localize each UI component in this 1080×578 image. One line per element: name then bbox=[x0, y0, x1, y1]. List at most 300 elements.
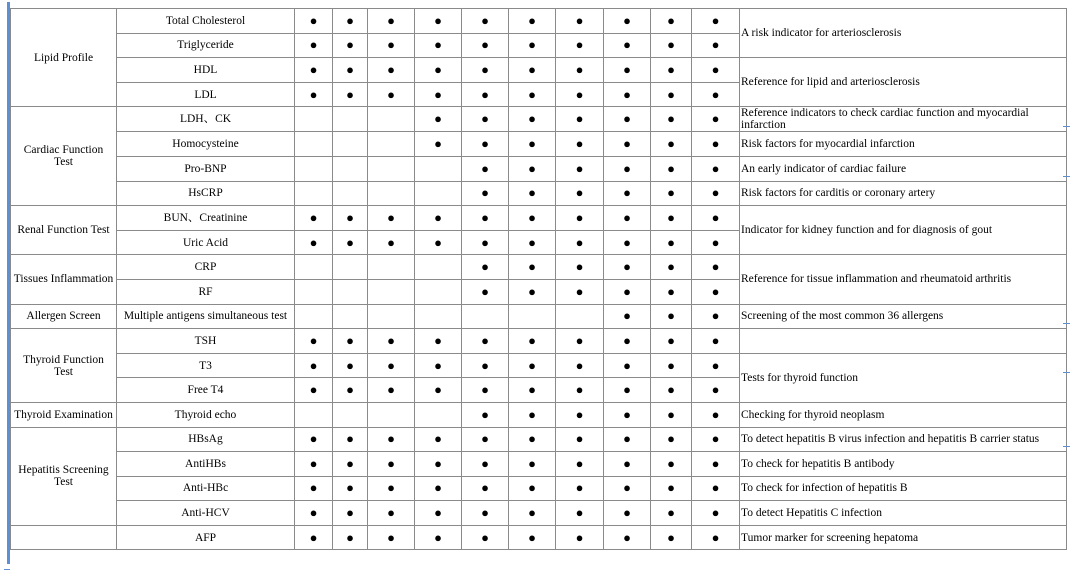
package-cell bbox=[692, 452, 740, 477]
included-dot-icon: ● bbox=[528, 61, 536, 77]
description-cell bbox=[740, 329, 1067, 354]
package-cell bbox=[295, 353, 333, 378]
package-cell bbox=[509, 33, 556, 58]
included-dot-icon: ● bbox=[481, 357, 489, 373]
package-cell bbox=[556, 107, 604, 132]
included-dot-icon: ● bbox=[667, 480, 675, 496]
package-cell bbox=[651, 132, 692, 157]
package-cell bbox=[509, 279, 556, 304]
package-cell bbox=[651, 525, 692, 550]
included-dot-icon: ● bbox=[528, 529, 536, 545]
included-dot-icon: ● bbox=[309, 357, 318, 373]
package-cell bbox=[556, 9, 604, 34]
package-cell bbox=[651, 156, 692, 181]
included-dot-icon: ● bbox=[434, 332, 442, 348]
package-cell bbox=[295, 427, 333, 452]
test-name-cell: AntiHBs bbox=[117, 452, 295, 477]
included-dot-icon: ● bbox=[528, 332, 536, 348]
included-dot-icon: ● bbox=[575, 455, 584, 471]
package-cell bbox=[368, 107, 415, 132]
package-cell bbox=[556, 132, 604, 157]
package-cell bbox=[604, 501, 651, 526]
category-cell: Allergen Screen bbox=[11, 304, 117, 329]
package-cell bbox=[692, 33, 740, 58]
package-cell bbox=[462, 33, 509, 58]
included-dot-icon: ● bbox=[528, 259, 536, 275]
category-cell: Tissues Inflammation bbox=[11, 255, 117, 304]
package-cell bbox=[295, 501, 333, 526]
included-dot-icon: ● bbox=[575, 505, 584, 521]
table-row bbox=[11, 255, 1067, 280]
included-dot-icon: ● bbox=[387, 61, 395, 77]
table-row bbox=[11, 107, 1067, 132]
category-cell: Thyroid Function Test bbox=[11, 329, 117, 403]
table-row bbox=[11, 304, 1067, 329]
package-cell bbox=[509, 329, 556, 354]
package-cell bbox=[509, 132, 556, 157]
test-name-cell: Pro-BNP bbox=[117, 156, 295, 181]
package-cell bbox=[604, 427, 651, 452]
included-dot-icon: ● bbox=[623, 111, 631, 127]
package-cell bbox=[509, 353, 556, 378]
package-cell bbox=[692, 206, 740, 231]
included-dot-icon: ● bbox=[667, 37, 675, 53]
package-cell bbox=[556, 58, 604, 83]
included-dot-icon: ● bbox=[623, 234, 631, 250]
included-dot-icon: ● bbox=[575, 357, 584, 373]
package-cell bbox=[368, 9, 415, 34]
included-dot-icon: ● bbox=[667, 234, 675, 250]
included-dot-icon: ● bbox=[346, 61, 354, 77]
package-cell bbox=[415, 255, 462, 280]
package-cell bbox=[462, 476, 509, 501]
test-name-cell: Total Cholesterol bbox=[117, 9, 295, 34]
included-dot-icon: ● bbox=[623, 37, 631, 53]
test-name-cell: LDL bbox=[117, 82, 295, 107]
included-dot-icon: ● bbox=[387, 234, 395, 250]
package-cell bbox=[556, 353, 604, 378]
test-name-cell: TSH bbox=[117, 329, 295, 354]
included-dot-icon: ● bbox=[346, 382, 354, 398]
included-dot-icon: ● bbox=[711, 505, 720, 521]
test-name-cell: HsCRP bbox=[117, 181, 295, 206]
package-cell bbox=[333, 452, 368, 477]
included-dot-icon: ● bbox=[434, 209, 442, 225]
package-cell bbox=[604, 525, 651, 550]
package-cell bbox=[556, 33, 604, 58]
included-dot-icon: ● bbox=[434, 37, 442, 53]
included-dot-icon: ● bbox=[481, 37, 489, 53]
table-row bbox=[11, 181, 1067, 206]
included-dot-icon: ● bbox=[623, 308, 631, 324]
included-dot-icon: ● bbox=[481, 209, 489, 225]
included-dot-icon: ● bbox=[309, 234, 318, 250]
package-cell bbox=[415, 156, 462, 181]
package-cell bbox=[509, 107, 556, 132]
included-dot-icon: ● bbox=[481, 505, 489, 521]
included-dot-icon: ● bbox=[528, 357, 536, 373]
included-dot-icon: ● bbox=[623, 529, 631, 545]
description-cell: Reference for lipid and arteriosclerosis bbox=[740, 58, 1067, 107]
included-dot-icon: ● bbox=[667, 357, 675, 373]
test-name-cell: HBsAg bbox=[117, 427, 295, 452]
package-cell bbox=[509, 82, 556, 107]
package-cell bbox=[295, 255, 333, 280]
package-cell bbox=[368, 476, 415, 501]
package-cell bbox=[651, 181, 692, 206]
package-cell bbox=[509, 206, 556, 231]
included-dot-icon: ● bbox=[481, 136, 489, 152]
package-cell bbox=[333, 107, 368, 132]
package-cell bbox=[692, 181, 740, 206]
table-row bbox=[11, 525, 1067, 550]
package-cell bbox=[556, 255, 604, 280]
category-cell: Thyroid Examination bbox=[11, 402, 117, 427]
package-cell bbox=[604, 353, 651, 378]
included-dot-icon: ● bbox=[711, 37, 720, 53]
package-cell bbox=[368, 427, 415, 452]
package-cell bbox=[604, 304, 651, 329]
package-cell bbox=[509, 230, 556, 255]
included-dot-icon: ● bbox=[309, 37, 318, 53]
included-dot-icon: ● bbox=[575, 12, 584, 28]
package-cell bbox=[509, 58, 556, 83]
included-dot-icon: ● bbox=[667, 86, 675, 102]
category-cell: Hepatitis Screening Test bbox=[11, 427, 117, 525]
included-dot-icon: ● bbox=[623, 431, 631, 447]
included-dot-icon: ● bbox=[623, 61, 631, 77]
package-cell bbox=[333, 353, 368, 378]
included-dot-icon: ● bbox=[667, 209, 675, 225]
package-cell bbox=[333, 255, 368, 280]
package-cell bbox=[651, 353, 692, 378]
included-dot-icon: ● bbox=[387, 209, 395, 225]
package-cell bbox=[462, 329, 509, 354]
included-dot-icon: ● bbox=[623, 259, 631, 275]
included-dot-icon: ● bbox=[434, 505, 442, 521]
package-cell bbox=[415, 304, 462, 329]
package-cell bbox=[692, 279, 740, 304]
package-cell bbox=[692, 353, 740, 378]
included-dot-icon: ● bbox=[434, 136, 442, 152]
package-cell bbox=[415, 132, 462, 157]
included-dot-icon: ● bbox=[667, 136, 675, 152]
included-dot-icon: ● bbox=[667, 61, 675, 77]
included-dot-icon: ● bbox=[309, 61, 318, 77]
test-name-cell: Thyroid echo bbox=[117, 402, 295, 427]
included-dot-icon: ● bbox=[623, 480, 631, 496]
included-dot-icon: ● bbox=[667, 185, 675, 201]
package-cell bbox=[295, 230, 333, 255]
package-cell bbox=[368, 304, 415, 329]
package-cell bbox=[333, 279, 368, 304]
table-row bbox=[11, 501, 1067, 526]
margin-mark bbox=[1063, 176, 1070, 177]
included-dot-icon: ● bbox=[575, 209, 584, 225]
included-dot-icon: ● bbox=[346, 86, 354, 102]
description-cell: Reference for tissue inflammation and rheumatoid arthritis bbox=[740, 255, 1067, 304]
included-dot-icon: ● bbox=[575, 160, 584, 176]
included-dot-icon: ● bbox=[711, 12, 720, 28]
package-cell bbox=[415, 427, 462, 452]
package-cell bbox=[509, 501, 556, 526]
package-cell bbox=[556, 378, 604, 403]
included-dot-icon: ● bbox=[711, 160, 720, 176]
description-cell: Tumor marker for screening hepatoma bbox=[740, 525, 1067, 550]
description-cell: To detect hepatitis B virus infection and hepatitis B carrier status bbox=[740, 427, 1067, 452]
test-name-cell: CRP bbox=[117, 255, 295, 280]
package-cell bbox=[295, 402, 333, 427]
included-dot-icon: ● bbox=[346, 357, 354, 373]
description-cell: Tests for thyroid function bbox=[740, 353, 1067, 402]
package-cell bbox=[368, 33, 415, 58]
included-dot-icon: ● bbox=[387, 529, 395, 545]
package-cell bbox=[692, 304, 740, 329]
included-dot-icon: ● bbox=[346, 480, 354, 496]
package-cell bbox=[604, 58, 651, 83]
included-dot-icon: ● bbox=[309, 332, 318, 348]
test-name-cell: Anti-HCV bbox=[117, 501, 295, 526]
included-dot-icon: ● bbox=[528, 480, 536, 496]
test-name-cell: Homocysteine bbox=[117, 132, 295, 157]
included-dot-icon: ● bbox=[309, 455, 318, 471]
package-cell bbox=[415, 230, 462, 255]
included-dot-icon: ● bbox=[346, 332, 354, 348]
package-cell bbox=[462, 452, 509, 477]
package-cell bbox=[692, 230, 740, 255]
package-cell bbox=[462, 230, 509, 255]
description-cell: To check for infection of hepatitis B bbox=[740, 476, 1067, 501]
package-cell bbox=[692, 132, 740, 157]
package-cell bbox=[333, 402, 368, 427]
package-cell bbox=[651, 329, 692, 354]
included-dot-icon: ● bbox=[623, 382, 631, 398]
included-dot-icon: ● bbox=[575, 234, 584, 250]
package-cell bbox=[415, 9, 462, 34]
test-name-cell: Anti-HBc bbox=[117, 476, 295, 501]
package-cell bbox=[333, 132, 368, 157]
package-cell bbox=[415, 353, 462, 378]
included-dot-icon: ● bbox=[387, 431, 395, 447]
package-cell bbox=[368, 353, 415, 378]
package-cell bbox=[368, 452, 415, 477]
included-dot-icon: ● bbox=[481, 529, 489, 545]
package-cell bbox=[556, 279, 604, 304]
package-cell bbox=[333, 230, 368, 255]
category-cell: Renal Function Test bbox=[11, 206, 117, 255]
package-cell bbox=[295, 156, 333, 181]
package-cell bbox=[333, 501, 368, 526]
included-dot-icon: ● bbox=[309, 86, 318, 102]
package-cell bbox=[333, 304, 368, 329]
package-cell bbox=[333, 378, 368, 403]
included-dot-icon: ● bbox=[481, 61, 489, 77]
package-cell bbox=[462, 181, 509, 206]
package-cell bbox=[604, 255, 651, 280]
package-cell bbox=[295, 304, 333, 329]
table-row bbox=[11, 476, 1067, 501]
included-dot-icon: ● bbox=[711, 382, 720, 398]
package-cell bbox=[556, 181, 604, 206]
package-cell bbox=[509, 9, 556, 34]
package-cell bbox=[295, 329, 333, 354]
included-dot-icon: ● bbox=[575, 283, 584, 299]
included-dot-icon: ● bbox=[387, 357, 395, 373]
included-dot-icon: ● bbox=[528, 12, 536, 28]
package-cell bbox=[462, 156, 509, 181]
package-cell bbox=[509, 156, 556, 181]
description-cell: Reference indicators to check cardiac function and myocardial infarction bbox=[740, 107, 1067, 132]
package-cell bbox=[295, 9, 333, 34]
included-dot-icon: ● bbox=[623, 86, 631, 102]
package-cell bbox=[368, 525, 415, 550]
package-cell bbox=[333, 427, 368, 452]
test-name-cell: Multiple antigens simultaneous test bbox=[117, 304, 295, 329]
package-cell bbox=[333, 9, 368, 34]
test-name-cell: RF bbox=[117, 279, 295, 304]
included-dot-icon: ● bbox=[434, 86, 442, 102]
package-cell bbox=[368, 230, 415, 255]
package-cell bbox=[604, 452, 651, 477]
included-dot-icon: ● bbox=[667, 111, 675, 127]
included-dot-icon: ● bbox=[711, 406, 720, 422]
included-dot-icon: ● bbox=[711, 86, 720, 102]
description-cell: Risk factors for carditis or coronary artery bbox=[740, 181, 1067, 206]
package-cell bbox=[295, 378, 333, 403]
included-dot-icon: ● bbox=[711, 480, 720, 496]
package-cell bbox=[333, 33, 368, 58]
included-dot-icon: ● bbox=[481, 259, 489, 275]
package-cell bbox=[295, 82, 333, 107]
package-cell bbox=[415, 329, 462, 354]
margin-mark bbox=[8, 271, 10, 272]
included-dot-icon: ● bbox=[434, 480, 442, 496]
included-dot-icon: ● bbox=[667, 529, 675, 545]
package-cell bbox=[295, 58, 333, 83]
package-cell bbox=[556, 304, 604, 329]
included-dot-icon: ● bbox=[309, 12, 318, 28]
included-dot-icon: ● bbox=[434, 111, 442, 127]
health-checkup-table bbox=[10, 8, 1067, 550]
included-dot-icon: ● bbox=[575, 480, 584, 496]
package-cell bbox=[604, 156, 651, 181]
included-dot-icon: ● bbox=[481, 283, 489, 299]
package-cell bbox=[368, 206, 415, 231]
package-cell bbox=[462, 279, 509, 304]
package-cell bbox=[651, 58, 692, 83]
included-dot-icon: ● bbox=[387, 382, 395, 398]
included-dot-icon: ● bbox=[528, 406, 536, 422]
package-cell bbox=[556, 329, 604, 354]
package-cell bbox=[604, 329, 651, 354]
included-dot-icon: ● bbox=[309, 209, 318, 225]
package-cell bbox=[368, 378, 415, 403]
package-cell bbox=[368, 58, 415, 83]
included-dot-icon: ● bbox=[711, 455, 720, 471]
included-dot-icon: ● bbox=[667, 332, 675, 348]
package-cell bbox=[368, 329, 415, 354]
included-dot-icon: ● bbox=[528, 283, 536, 299]
category-cell bbox=[11, 525, 117, 550]
included-dot-icon: ● bbox=[481, 332, 489, 348]
included-dot-icon: ● bbox=[528, 37, 536, 53]
package-cell bbox=[509, 402, 556, 427]
table-row bbox=[11, 156, 1067, 181]
package-cell bbox=[333, 525, 368, 550]
package-cell bbox=[556, 230, 604, 255]
included-dot-icon: ● bbox=[346, 529, 354, 545]
package-cell bbox=[692, 525, 740, 550]
package-cell bbox=[651, 378, 692, 403]
package-cell bbox=[604, 230, 651, 255]
package-cell bbox=[462, 378, 509, 403]
package-cell bbox=[333, 58, 368, 83]
included-dot-icon: ● bbox=[623, 283, 631, 299]
package-cell bbox=[509, 378, 556, 403]
included-dot-icon: ● bbox=[667, 505, 675, 521]
included-dot-icon: ● bbox=[346, 455, 354, 471]
description-cell: An early indicator of cardiac failure bbox=[740, 156, 1067, 181]
package-cell bbox=[295, 452, 333, 477]
test-name-cell: Triglyceride bbox=[117, 33, 295, 58]
description-cell: Indicator for kidney function and for diagnosis of gout bbox=[740, 206, 1067, 255]
package-cell bbox=[368, 402, 415, 427]
package-cell bbox=[333, 206, 368, 231]
package-cell bbox=[415, 181, 462, 206]
table-row bbox=[11, 329, 1067, 354]
package-cell bbox=[692, 82, 740, 107]
package-cell bbox=[556, 402, 604, 427]
package-cell bbox=[604, 378, 651, 403]
included-dot-icon: ● bbox=[623, 332, 631, 348]
package-cell bbox=[604, 9, 651, 34]
margin-mark bbox=[1063, 126, 1070, 127]
margin-mark bbox=[1063, 446, 1070, 447]
description-cell: To detect Hepatitis C infection bbox=[740, 501, 1067, 526]
package-cell bbox=[462, 206, 509, 231]
table-row bbox=[11, 132, 1067, 157]
included-dot-icon: ● bbox=[434, 431, 442, 447]
included-dot-icon: ● bbox=[711, 308, 720, 324]
description-cell: To check for hepatitis B antibody bbox=[740, 452, 1067, 477]
margin-mark bbox=[4, 569, 10, 570]
package-cell bbox=[462, 525, 509, 550]
package-cell bbox=[509, 427, 556, 452]
included-dot-icon: ● bbox=[575, 259, 584, 275]
included-dot-icon: ● bbox=[575, 136, 584, 152]
included-dot-icon: ● bbox=[711, 61, 720, 77]
table-row bbox=[11, 402, 1067, 427]
included-dot-icon: ● bbox=[387, 332, 395, 348]
package-cell bbox=[295, 279, 333, 304]
package-cell bbox=[692, 255, 740, 280]
margin-mark bbox=[8, 423, 10, 424]
included-dot-icon: ● bbox=[481, 382, 489, 398]
package-cell bbox=[556, 427, 604, 452]
package-cell bbox=[415, 378, 462, 403]
package-cell bbox=[556, 452, 604, 477]
included-dot-icon: ● bbox=[528, 136, 536, 152]
package-cell bbox=[368, 132, 415, 157]
included-dot-icon: ● bbox=[434, 382, 442, 398]
included-dot-icon: ● bbox=[575, 529, 584, 545]
included-dot-icon: ● bbox=[575, 431, 584, 447]
included-dot-icon: ● bbox=[667, 455, 675, 471]
included-dot-icon: ● bbox=[623, 406, 631, 422]
package-cell bbox=[415, 501, 462, 526]
included-dot-icon: ● bbox=[346, 37, 354, 53]
included-dot-icon: ● bbox=[575, 332, 584, 348]
